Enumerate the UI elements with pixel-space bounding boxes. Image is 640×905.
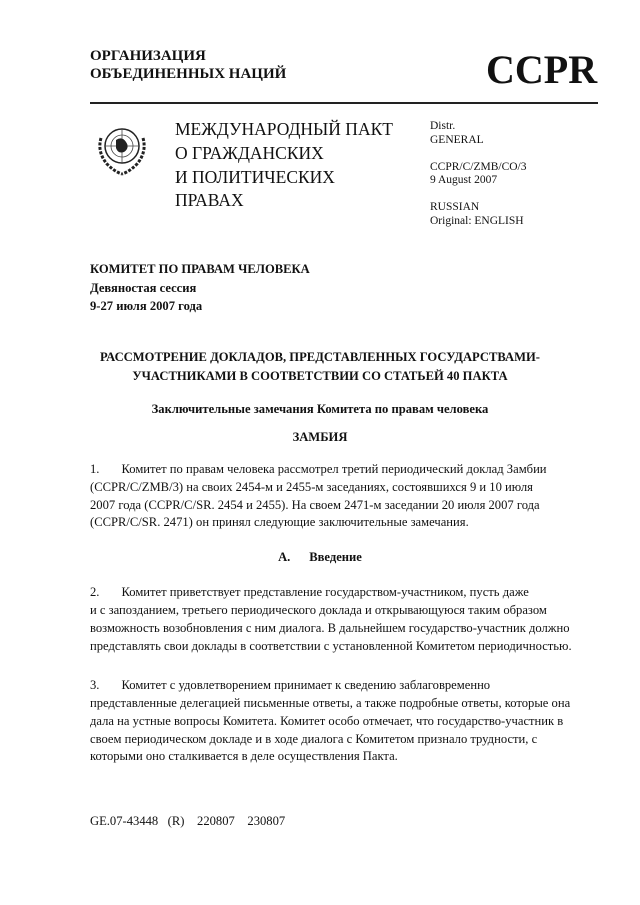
heading-line-2: УЧАСТНИКАМИ В СООТВЕТСТВИИ СО СТАТЬЕЙ 40 ПАКТА [132, 369, 508, 383]
document-symbol: CCPR [486, 47, 598, 92]
country: ЗАМБИЯ [292, 430, 348, 444]
original-language: Original: ENGLISH [430, 215, 524, 227]
organization-line-1: ОРГАНИЗАЦИЯ [90, 48, 206, 64]
paragraph-1-line: 2007 года (CCPR/C/SR. 2454 и 2455). На своем 2471-м заседании 20 июля 2007 года [90, 498, 540, 512]
distr-value: GENERAL [430, 134, 484, 146]
heading-line-1: РАССМОТРЕНИЕ ДОКЛАДОВ, ПРЕДСТАВЛЕННЫХ ГОСУДАРСТВАМИ- [100, 350, 540, 364]
paragraph-3-line: 3. Комитет с удовлетворением принимает к сведению заблаговременно [90, 678, 491, 692]
covenant-title-line-4: ПРАВАХ [175, 190, 244, 210]
document-number: CCPR/C/ZMB/CO/3 [430, 161, 527, 173]
paragraph-3-line: которыми оно сталкивается в деле осуществления Пакта. [90, 749, 398, 763]
paragraph-1-line: (CCPR/C/ZMB/3) на своих 2454-м и 2455-м заседаниях, состоявшихся 9 и 10 июля [90, 480, 533, 494]
distr-label: Distr. [430, 120, 456, 132]
language: RUSSIAN [430, 201, 480, 213]
paragraph-3-line: представленные делегацией письменные ответы, а также подробные ответы, которые она [90, 696, 571, 710]
covenant-title-line-2: О ГРАЖДАНСКИХ [175, 143, 324, 163]
paragraph-2-line: возможность возобновления с ним диалога. В дальнейшем государство-участник должно [90, 621, 570, 635]
paragraph-2-line: 2. Комитет приветствует представление государством-участником, пусть даже [90, 585, 529, 599]
footer-job-number: GE.07-43448 (R) 220807 230807 [90, 814, 286, 828]
paragraph-1-line: 1. Комитет по правам человека рассмотрел третий периодический доклад Замбии [90, 462, 547, 476]
committee-name: КОМИТЕТ ПО ПРАВАМ ЧЕЛОВЕКА [90, 262, 310, 276]
paragraph-3-line: своем периодическом докладе и в ходе диалога с Комитетом признало трудности, с [90, 732, 538, 746]
paragraph-3-line: дала на устные вопросы Комитета. Комитет особо отмечает, что государство-участник в [90, 714, 564, 728]
organization-line-2: ОБЪЕДИНЕННЫХ НАЦИЙ [90, 66, 287, 82]
document-date: 9 August 2007 [430, 174, 498, 186]
paragraph-2-line: и с запозданием, третьего периодического доклада и открывающуюся таким образом [90, 603, 547, 617]
paragraph-2-line: представлять свои доклады в соответствии с установленной Комитетом периодичностью. [90, 639, 572, 653]
paragraph-1-line: (CCPR/C/SR. 2471) он принял следующие заключительные замечания. [90, 515, 469, 529]
session: Девяностая сессия [90, 281, 197, 295]
covenant-title-line-1: МЕЖДУНАРОДНЫЙ ПАКТ [175, 119, 393, 139]
section-a-heading: А. Введение [278, 550, 362, 564]
un-emblem-logo [92, 118, 152, 178]
header-divider [90, 102, 598, 104]
session-dates: 9-27 июля 2007 года [90, 299, 203, 313]
covenant-title-line-3: И ПОЛИТИЧЕСКИХ [175, 167, 335, 187]
subheading: Заключительные замечания Комитета по правам человека [151, 402, 489, 416]
